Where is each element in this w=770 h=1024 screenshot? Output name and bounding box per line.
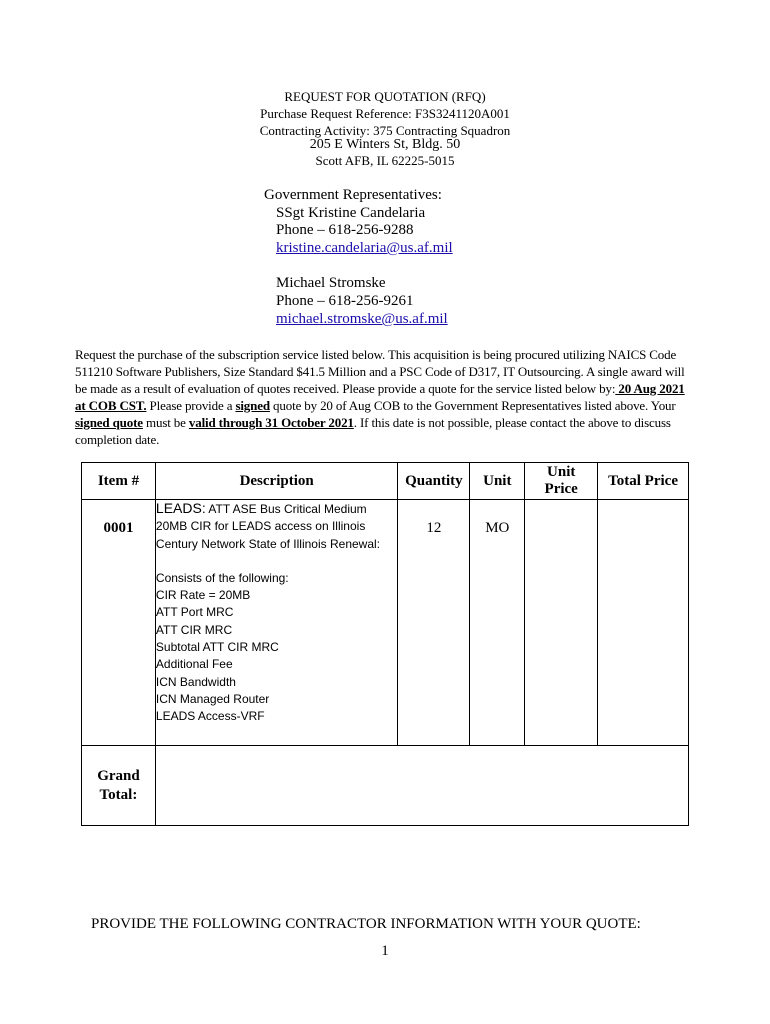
contractor-info-instruction: PROVIDE THE FOLLOWING CONTRACTOR INFORMATION WITH YOUR QUOTE: <box>91 916 641 932</box>
grand-total-row <box>82 746 689 826</box>
paragraph-text: . If this date is not possible, please contact the above to discuss completion date. <box>75 415 671 447</box>
component-item: CIR Rate = 20MB <box>155 588 251 603</box>
item-total-price <box>598 500 689 746</box>
total-label: Total: <box>99 786 138 803</box>
component-item: Subtotal ATT CIR MRC <box>155 640 279 655</box>
component-item: ATT CIR MRC <box>155 622 233 637</box>
grand-label: Grand <box>97 767 140 784</box>
items-table <box>81 462 689 826</box>
contracting-activity: Contracting Activity: 375 Contracting Squadron <box>259 123 511 138</box>
paragraph-text: must be <box>142 415 189 430</box>
government-representatives-heading: Government Representatives: <box>264 187 442 203</box>
description-line-1: ATT ASE Bus Critical Medium <box>205 502 367 516</box>
grand-total-label <box>82 746 156 826</box>
rfq-title: REQUEST FOR QUOTATION (RFQ) <box>284 89 486 104</box>
address-line-2: Scott AFB, IL 62225-5015 <box>315 153 455 168</box>
description-line-3: Century Network State of Illinois Renewal: <box>155 536 381 551</box>
rep2-email-link[interactable]: michael.stromske@us.af.mil <box>276 311 448 327</box>
grand-total-value <box>155 746 688 826</box>
paragraph-text: Request the purchase of the subscription service listed below. This acquisition is being procured utilizing NAICS Code 511210 Software Publishers, Size Standard $41.5 Million and a PSC Code of D317, IT Outsourcing. A single award will be made as a result of evaluation of quotes received. Please provide a quote for the service listed below by: <box>75 347 685 396</box>
item-description <box>155 500 397 746</box>
description-line-2: 20MB CIR for LEADS access on Illinois <box>155 519 366 534</box>
leads-label: LEADS: <box>155 500 206 516</box>
address-line-1: 205 E Winters St, Bldg. 50 <box>309 137 461 152</box>
paragraph-text: quote by 20 of Aug COB to the Government Representatives listed above. Your <box>269 398 676 413</box>
header-item: Item # <box>82 463 156 500</box>
quote-deadline: 20 Aug 2021 at COB CST. <box>75 381 685 413</box>
rep1-phone: Phone – 618-256-9288 <box>276 222 414 238</box>
table-header-row <box>82 463 689 500</box>
validity-date: valid through 31 October 2021 <box>188 415 354 430</box>
rep2-name: Michael Stromske <box>276 275 386 291</box>
header-quantity: Quantity <box>398 463 470 500</box>
header-description: Description <box>155 463 397 500</box>
component-item: ICN Managed Router <box>155 691 270 706</box>
item-number: 0001 <box>82 500 156 746</box>
rep1-name: SSgt Kristine Candelaria <box>276 205 426 221</box>
signed-quote-emphasis: signed quote <box>75 415 143 430</box>
rep2-phone: Phone – 618-256-9261 <box>276 293 414 309</box>
component-item: Additional Fee <box>155 657 233 672</box>
request-paragraph <box>75 346 695 448</box>
purchase-request-reference: Purchase Request Reference: F3S3241120A001 <box>260 106 510 121</box>
consists-of-label: Consists of the following: <box>155 570 289 585</box>
header-unit: Unit <box>470 463 525 500</box>
page-number: 1 <box>381 943 389 959</box>
signed-emphasis: signed <box>235 398 270 413</box>
rep1-email-link[interactable]: kristine.candelaria@us.af.mil <box>276 240 453 256</box>
component-item: ICN Bandwidth <box>155 674 236 689</box>
component-item: LEADS Access-VRF <box>155 709 265 724</box>
table-row <box>82 500 689 746</box>
paragraph-text: Please provide a <box>146 398 236 413</box>
item-unit-price <box>525 500 598 746</box>
item-unit: MO <box>470 500 525 746</box>
header-unit-price-label: Unit Price <box>544 464 578 497</box>
item-quantity: 12 <box>398 500 470 746</box>
component-item: ATT Port MRC <box>155 605 234 620</box>
header-unit-price <box>525 463 598 500</box>
header-total-price: Total Price <box>598 463 689 500</box>
